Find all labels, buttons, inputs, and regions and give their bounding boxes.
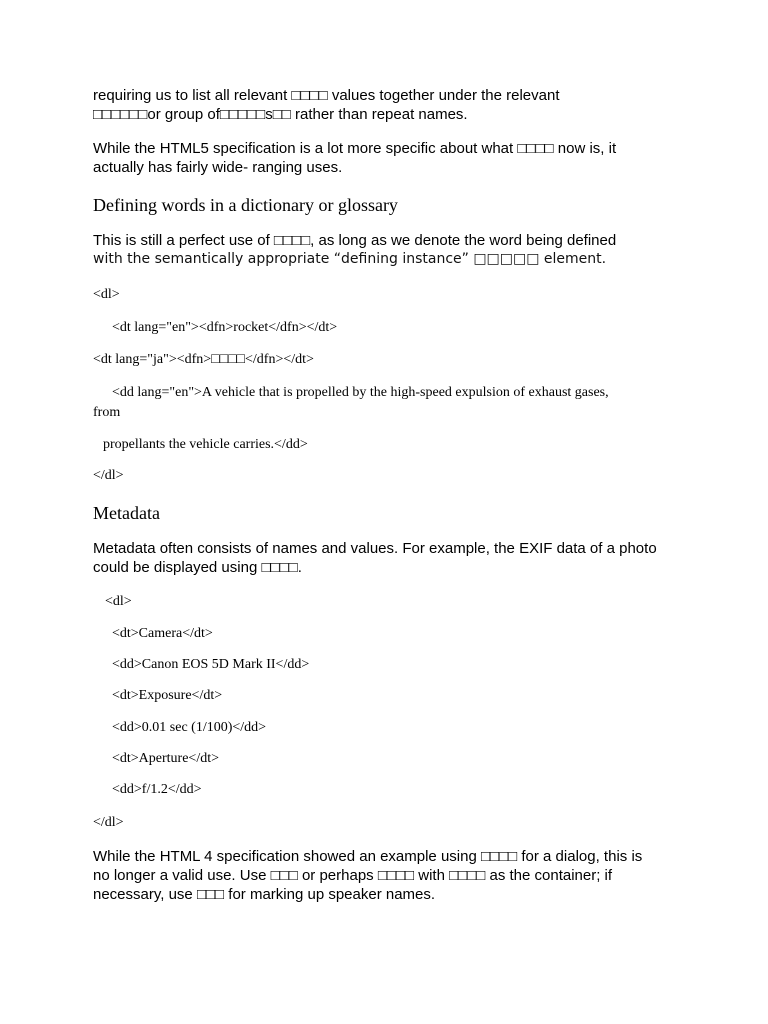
paragraph-line: Metadata often consists of names and values. For example, the EXIF data of a photo xyxy=(93,540,657,557)
code-line: <dd>Canon EOS 5D Mark II</dd> xyxy=(112,657,310,672)
section-heading-metadata: Metadata xyxy=(93,503,160,523)
code-line: from xyxy=(93,405,121,420)
paragraph-line: necessary, use □□□ for marking up speaker names. xyxy=(93,886,436,903)
paragraph-line: no longer a valid use. Use □□□ or perhaps □□□□ with □□□□ as the container; if xyxy=(93,867,613,884)
paragraph-line: While the HTML 4 specification showed an example using □□□□ for a dialog, this is xyxy=(93,848,643,865)
code-line: <dl> xyxy=(93,287,120,302)
code-line: <dt>Camera</dt> xyxy=(112,626,213,641)
paragraph-line: While the HTML5 specification is a lot more specific about what □□□□ now is, it xyxy=(93,140,617,157)
section-heading-dictionary: Defining words in a dictionary or glossary xyxy=(93,195,398,215)
paragraph-line: requiring us to list all relevant □□□□ values together under the relevant xyxy=(93,87,560,104)
paragraph-line: □□□□□□or group of□□□□□s□□ rather than repeat names. xyxy=(93,106,468,123)
code-line: propellants the vehicle carries.</dd> xyxy=(103,437,308,452)
code-line: <dt>Aperture</dt> xyxy=(112,751,220,766)
code-line: <dt lang="ja"><dfn>□□□□</dfn></dt> xyxy=(93,352,314,367)
code-line: </dl> xyxy=(93,815,124,830)
code-line: <dd lang="en">A vehicle that is propelled by the high-speed expulsion of exhaust gases, xyxy=(112,385,609,400)
code-line: <dl> xyxy=(105,594,132,609)
code-line: <dt lang="en"><dfn>rocket</dfn></dt> xyxy=(112,320,338,335)
code-line: </dl> xyxy=(93,468,124,483)
code-line: <dd>f/1.2</dd> xyxy=(112,782,202,797)
paragraph-line: could be displayed using □□□□. xyxy=(93,559,302,576)
code-line: <dd>0.01 sec (1/100)</dd> xyxy=(112,720,267,735)
paragraph-line: This is still a perfect use of □□□□, as long as we denote the word being defined xyxy=(93,232,617,249)
paragraph-line: with the semantically appropriate “defining instance” □□□□□ element. xyxy=(93,251,607,267)
paragraph-line: actually has fairly wide- ranging uses. xyxy=(93,159,343,176)
code-line: <dt>Exposure</dt> xyxy=(112,688,223,703)
